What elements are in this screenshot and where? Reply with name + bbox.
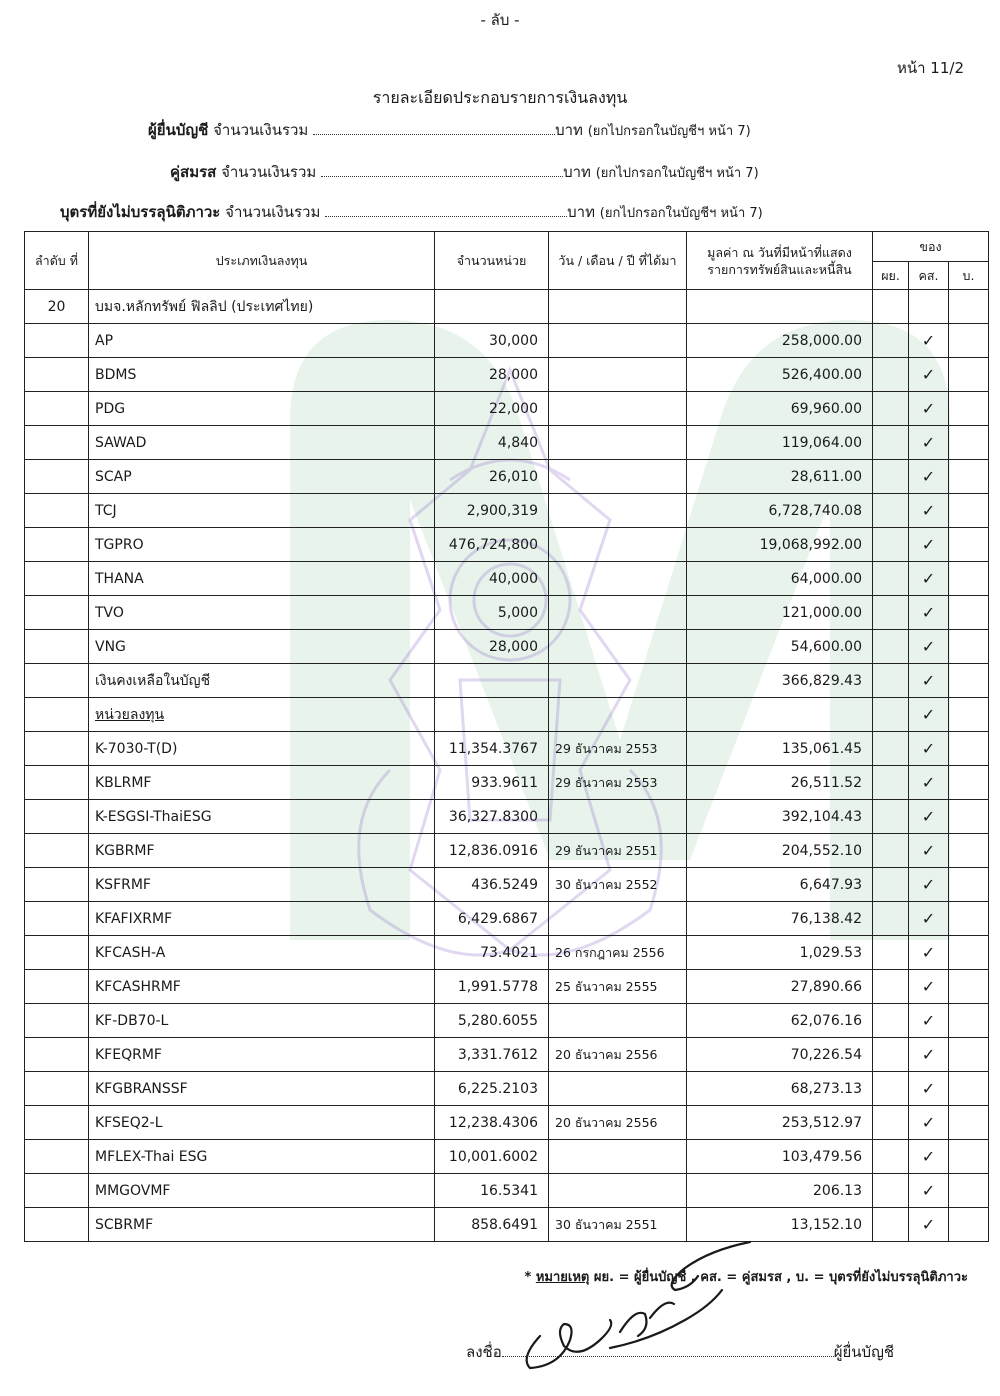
value-cell: 121,000.00 [687,596,873,630]
table-row [25,1004,989,1038]
acquired-date-cell: 30 ธันวาคม 2551 [549,1208,687,1242]
owner-spouse-cell: ✓ [909,868,949,902]
value-cell [687,698,873,732]
investment-name-cell: KBLRMF [89,766,435,800]
value-cell [687,290,873,324]
owner-declarant-cell [873,834,909,868]
table-row [25,358,989,392]
owner-child-cell [949,834,989,868]
child-carry-note: (ยกไปกรอกในบัญชีฯ หน้า 7) [599,206,763,221]
row-number-cell [25,426,89,460]
owner-child-cell [949,630,989,664]
row-number-cell [25,630,89,664]
signature-blank [502,1344,834,1357]
owner-spouse-cell: ✓ [909,936,949,970]
acquired-date-cell [549,426,687,460]
owner-spouse-cell: ✓ [909,630,949,664]
owner-child-cell [949,494,989,528]
value-cell: 392,104.43 [687,800,873,834]
table-row [25,1174,989,1208]
row-number-cell [25,1004,89,1038]
acquired-date-cell: 29 ธันวาคม 2553 [549,732,687,766]
units-cell [435,698,549,732]
header-owner-child: บ. [949,262,989,290]
child-label: บุตรที่ยังไม่บรรลุนิติภาวะ [60,203,221,221]
row-number-cell [25,664,89,698]
units-cell: 30,000 [435,324,549,358]
header-no: ลำดับ ที่ [25,232,89,290]
units-cell: 73.4021 [435,936,549,970]
acquired-date-cell: 30 ธันวาคม 2552 [549,868,687,902]
value-cell: 206.13 [687,1174,873,1208]
table-row [25,834,989,868]
footnote-text: ผย. = ผู้ยื่นบัญชี , คส. = คู่สมรส , บ. = บุตรที่ยังไม่บรรลุนิติภาวะ [593,1270,968,1285]
owner-spouse-cell: ✓ [909,1174,949,1208]
value-cell: 204,552.10 [687,834,873,868]
table-row [25,630,989,664]
owner-declarant-cell [873,936,909,970]
investment-name-cell: เงินคงเหลือในบัญชี [89,664,435,698]
units-cell: 11,354.3767 [435,732,549,766]
footnote: * หมายเหตุ ผย. = ผู้ยื่นบัญชี , คส. = คู่สมรส , บ. = บุตรที่ยังไม่บรรลุนิติภาวะ [524,1270,968,1285]
investment-name-cell: MFLEX-Thai ESG [89,1140,435,1174]
investment-name-cell: AP [89,324,435,358]
table-row [25,1072,989,1106]
owner-child-cell [949,1004,989,1038]
owner-child-cell [949,732,989,766]
acquired-date-cell [549,596,687,630]
owner-child-cell [949,1038,989,1072]
signature-line [466,1340,894,1364]
row-number-cell: 20 [25,290,89,324]
row-number-cell [25,936,89,970]
row-number-cell [25,902,89,936]
owner-spouse-cell: ✓ [909,902,949,936]
header-owner: ของ [873,232,989,262]
investment-name-cell: TCJ [89,494,435,528]
owner-declarant-cell [873,902,909,936]
owner-declarant-cell [873,1174,909,1208]
owner-spouse-cell: ✓ [909,426,949,460]
row-number-cell [25,1106,89,1140]
owner-declarant-cell [873,732,909,766]
owner-declarant-cell [873,1140,909,1174]
acquired-date-cell [549,562,687,596]
units-cell: 26,010 [435,460,549,494]
footnote-label: หมายเหตุ [535,1270,590,1285]
owner-spouse-cell: ✓ [909,596,949,630]
investment-name-cell: PDG [89,392,435,426]
value-cell: 64,000.00 [687,562,873,596]
owner-spouse-cell: ✓ [909,970,949,1004]
value-cell: 103,479.56 [687,1140,873,1174]
owner-spouse-cell: ✓ [909,732,949,766]
row-number-cell [25,358,89,392]
owner-declarant-cell [873,698,909,732]
units-cell: 28,000 [435,630,549,664]
owner-child-cell [949,358,989,392]
row-number-cell [25,528,89,562]
row-number-cell [25,698,89,732]
owner-child-cell [949,290,989,324]
table-row [25,460,989,494]
owner-declarant-cell [873,1208,909,1242]
investment-name-cell: KFEQRMF [89,1038,435,1072]
investment-name-cell: TVO [89,596,435,630]
investment-name-cell: SCAP [89,460,435,494]
declarant-label: ผู้ยื่นบัญชี [148,121,209,139]
spouse-label: คู่สมรส [170,163,217,181]
value-cell: 26,511.52 [687,766,873,800]
units-cell: 6,225.2103 [435,1072,549,1106]
value-cell: 69,960.00 [687,392,873,426]
owner-declarant-cell [873,970,909,1004]
units-cell: 12,836.0916 [435,834,549,868]
table-row [25,528,989,562]
value-cell: 366,829.43 [687,664,873,698]
owner-child-cell [949,596,989,630]
table-row [25,324,989,358]
document-title: รายละเอียดประกอบรายการเงินลงทุน [372,88,628,107]
value-cell: 27,890.66 [687,970,873,1004]
table-row [25,1140,989,1174]
owner-child-cell [949,1072,989,1106]
owner-spouse-cell: ✓ [909,392,949,426]
declarant-unit: บาท [555,121,583,139]
units-cell: 5,280.6055 [435,1004,549,1038]
units-cell: 933.9611 [435,766,549,800]
units-cell: 4,840 [435,426,549,460]
acquired-date-cell [549,358,687,392]
sign-role: ผู้ยื่นบัญชี [833,1343,895,1361]
header-owner-declarant: ผย. [873,262,909,290]
row-number-cell [25,494,89,528]
owner-spouse-cell: ✓ [909,324,949,358]
owner-declarant-cell [873,1004,909,1038]
investment-name-cell: KSFRMF [89,868,435,902]
spouse-unit: บาท [563,163,591,181]
owner-declarant-cell [873,426,909,460]
investment-name-cell: MMGOVMF [89,1174,435,1208]
investment-name-cell: KFGBRANSSF [89,1072,435,1106]
acquired-date-cell: 29 ธันวาคม 2551 [549,834,687,868]
row-number-cell [25,460,89,494]
investment-name-cell: BDMS [89,358,435,392]
owner-child-cell [949,562,989,596]
row-number-cell [25,1208,89,1242]
child-total-blank [325,204,567,217]
owner-child-cell [949,698,989,732]
row-number-cell [25,562,89,596]
units-cell [435,664,549,698]
spouse-total-blank [321,164,563,177]
owner-declarant-cell [873,664,909,698]
owner-spouse-cell: ✓ [909,1004,949,1038]
acquired-date-cell [549,528,687,562]
owner-child-cell [949,1174,989,1208]
owner-declarant-cell [873,868,909,902]
owner-declarant-cell [873,392,909,426]
owner-declarant-cell [873,1072,909,1106]
units-cell: 2,900,319 [435,494,549,528]
owner-spouse-cell: ✓ [909,1038,949,1072]
investment-table [24,231,989,1242]
units-cell: 10,001.6002 [435,1140,549,1174]
units-cell: 1,991.5778 [435,970,549,1004]
spouse-carry-note: (ยกไปกรอกในบัญชีฯ หน้า 7) [595,166,759,181]
owner-declarant-cell [873,1038,909,1072]
child-total-line [60,200,763,224]
value-cell: 258,000.00 [687,324,873,358]
table-row [25,290,989,324]
table-row [25,936,989,970]
child-total-field-label: จำนวนเงินรวม [225,203,321,221]
owner-child-cell [949,970,989,1004]
investment-name-cell: บมจ.หลักทรัพย์ ฟิลลิป (ประเทศไทย) [89,290,435,324]
owner-declarant-cell [873,630,909,664]
acquired-date-cell: 20 ธันวาคม 2556 [549,1038,687,1072]
row-number-cell [25,970,89,1004]
owner-child-cell [949,1106,989,1140]
page-number: หน้า 11/2 [896,59,964,77]
units-cell: 40,000 [435,562,549,596]
row-number-cell [25,1072,89,1106]
row-number-cell [25,800,89,834]
acquired-date-cell [549,630,687,664]
value-cell: 526,400.00 [687,358,873,392]
owner-spouse-cell: ✓ [909,664,949,698]
investment-name-cell: TGPRO [89,528,435,562]
row-number-cell [25,596,89,630]
units-cell: 16.5341 [435,1174,549,1208]
value-cell: 68,273.13 [687,1072,873,1106]
owner-child-cell [949,1208,989,1242]
owner-child-cell [949,460,989,494]
owner-spouse-cell: ✓ [909,1106,949,1140]
declarant-total-line [148,118,751,142]
owner-declarant-cell [873,358,909,392]
acquired-date-cell: 20 ธันวาคม 2556 [549,1106,687,1140]
investment-name-cell: SAWAD [89,426,435,460]
owner-child-cell [949,766,989,800]
investment-name-cell: KFAFIXRMF [89,902,435,936]
value-cell: 253,512.97 [687,1106,873,1140]
value-cell: 1,029.53 [687,936,873,970]
investment-name-cell: VNG [89,630,435,664]
investment-name-cell: THANA [89,562,435,596]
investment-name-cell: KFSEQ2-L [89,1106,435,1140]
value-cell: 28,611.00 [687,460,873,494]
acquired-date-cell: 25 ธันวาคม 2555 [549,970,687,1004]
table-row [25,426,989,460]
owner-spouse-cell: ✓ [909,460,949,494]
header-value: มูลค่า ณ วันที่มีหน้าที่แสดง รายการทรัพย์สินและหนี้สิน [687,232,873,290]
investment-name-cell: SCBRMF [89,1208,435,1242]
investment-name-cell: KFCASHRMF [89,970,435,1004]
acquired-date-cell [549,494,687,528]
acquired-date-cell [549,800,687,834]
child-unit: บาท [567,203,595,221]
acquired-date-cell [549,1072,687,1106]
owner-child-cell [949,936,989,970]
sign-label: ลงชื่อ [466,1343,502,1361]
acquired-date-cell: 29 ธันวาคม 2553 [549,766,687,800]
row-number-cell [25,324,89,358]
owner-spouse-cell: ✓ [909,834,949,868]
investment-name-cell: K-ESGSI-ThaiESG [89,800,435,834]
spouse-total-field-label: จำนวนเงินรวม [221,163,317,181]
units-cell: 436.5249 [435,868,549,902]
owner-spouse-cell: ✓ [909,1140,949,1174]
owner-declarant-cell [873,800,909,834]
owner-declarant-cell [873,460,909,494]
owner-spouse-cell: ✓ [909,562,949,596]
acquired-date-cell [549,698,687,732]
table-row [25,1038,989,1072]
owner-spouse-cell: ✓ [909,800,949,834]
units-cell: 22,000 [435,392,549,426]
units-cell: 5,000 [435,596,549,630]
owner-declarant-cell [873,324,909,358]
owner-spouse-cell: ✓ [909,698,949,732]
value-cell: 70,226.54 [687,1038,873,1072]
owner-child-cell [949,324,989,358]
row-number-cell [25,392,89,426]
units-cell: 36,327.8300 [435,800,549,834]
table-row [25,732,989,766]
acquired-date-cell [549,290,687,324]
table-row [25,698,989,732]
units-cell: 6,429.6867 [435,902,549,936]
acquired-date-cell [549,324,687,358]
units-cell: 476,724,800 [435,528,549,562]
owner-declarant-cell [873,596,909,630]
row-number-cell [25,1174,89,1208]
owner-declarant-cell [873,290,909,324]
owner-child-cell [949,426,989,460]
investment-rows [25,290,989,1242]
investment-name-cell: KF-DB70-L [89,1004,435,1038]
acquired-date-cell [549,1140,687,1174]
value-cell: 76,138.42 [687,902,873,936]
owner-child-cell [949,902,989,936]
value-cell: 119,064.00 [687,426,873,460]
value-cell: 6,728,740.08 [687,494,873,528]
secret-mark: - ลับ - [480,11,520,29]
table-row [25,800,989,834]
header-acquired-date: วัน / เดือน / ปี ที่ได้มา [549,232,687,290]
table-row [25,902,989,936]
units-cell: 3,331.7612 [435,1038,549,1072]
header-investment-type: ประเภทเงินลงทุน [89,232,435,290]
owner-declarant-cell [873,494,909,528]
owner-child-cell [949,868,989,902]
owner-spouse-cell: ✓ [909,1208,949,1242]
table-row [25,596,989,630]
owner-declarant-cell [873,528,909,562]
owner-spouse-cell: ✓ [909,528,949,562]
table-row [25,664,989,698]
table-row [25,970,989,1004]
value-cell: 19,068,992.00 [687,528,873,562]
owner-spouse-cell: ✓ [909,1072,949,1106]
table-row [25,494,989,528]
acquired-date-cell [549,902,687,936]
declarant-total-blank [313,122,555,135]
owner-spouse-cell: ✓ [909,358,949,392]
row-number-cell [25,766,89,800]
value-cell: 135,061.45 [687,732,873,766]
value-cell: 62,076.16 [687,1004,873,1038]
table-row [25,766,989,800]
investment-name-cell: K-7030-T(D) [89,732,435,766]
owner-child-cell [949,528,989,562]
owner-child-cell [949,664,989,698]
units-cell: 858.6491 [435,1208,549,1242]
declarant-total-field-label: จำนวนเงินรวม [213,121,309,139]
row-number-cell [25,1038,89,1072]
owner-spouse-cell: ✓ [909,766,949,800]
table-row [25,1106,989,1140]
owner-spouse-cell [909,290,949,324]
investment-name-cell: KGBRMF [89,834,435,868]
acquired-date-cell [549,1174,687,1208]
investment-name-cell: หน่วยลงทุน [89,698,435,732]
acquired-date-cell [549,392,687,426]
table-row [25,868,989,902]
owner-declarant-cell [873,1106,909,1140]
header-units: จำนวนหน่วย [435,232,549,290]
row-number-cell [25,732,89,766]
acquired-date-cell: 26 กรกฎาคม 2556 [549,936,687,970]
units-cell: 12,238.4306 [435,1106,549,1140]
units-cell: 28,000 [435,358,549,392]
row-number-cell [25,868,89,902]
owner-spouse-cell: ✓ [909,494,949,528]
investment-name-cell: KFCASH-A [89,936,435,970]
declarant-carry-note: (ยกไปกรอกในบัญชีฯ หน้า 7) [587,124,751,139]
row-number-cell [25,1140,89,1174]
value-cell: 54,600.00 [687,630,873,664]
owner-child-cell [949,1140,989,1174]
acquired-date-cell [549,664,687,698]
owner-declarant-cell [873,562,909,596]
acquired-date-cell [549,460,687,494]
owner-child-cell [949,800,989,834]
table-row [25,562,989,596]
value-cell: 6,647.93 [687,868,873,902]
table-row [25,392,989,426]
row-number-cell [25,834,89,868]
header-owner-spouse: คส. [909,262,949,290]
owner-declarant-cell [873,766,909,800]
value-cell: 13,152.10 [687,1208,873,1242]
acquired-date-cell [549,1004,687,1038]
spouse-total-line [170,160,759,184]
units-cell [435,290,549,324]
owner-child-cell [949,392,989,426]
